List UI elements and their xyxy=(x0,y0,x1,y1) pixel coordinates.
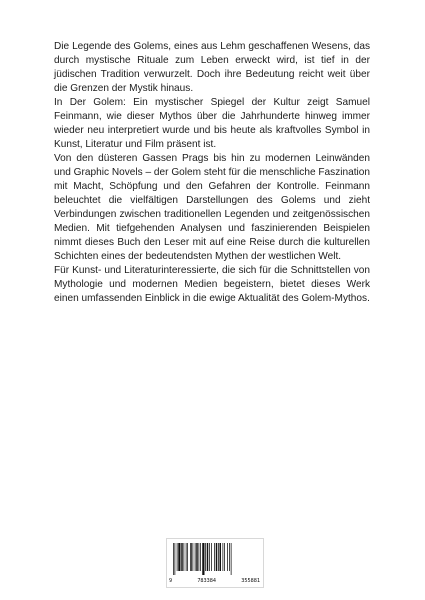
isbn-barcode xyxy=(166,538,264,588)
barcode-bars-icon xyxy=(173,543,259,575)
blurb-paragraph-body: Von den düsteren Gassen Prags bis hin zu modernen Leinwänden und Graphic Novels – der Golem steht für die menschliche Faszination mit Macht, Schöpfung und den Gefahren der Kontrolle. Feinmann beleuchtet die vielfältigen Darstellungen des Golems und zieht Verbindungen zwischen traditionellen Legenden und zeitgenössischen Medien. Mit tiefgehenden Analysen und faszinierenden Beispielen nimmt dieses Buch den Leser mit auf eine Reise durch die kulturellen Schichten eines der bedeutendsten Mythen der westlichen Welt. xyxy=(54,153,370,262)
barcode-digits xyxy=(167,578,263,584)
barcode-digits-right-group: 355881 xyxy=(241,578,260,584)
back-cover-blurb xyxy=(54,40,370,306)
barcode-digit-lead: 9 xyxy=(169,578,173,584)
barcode-digits-left-group: 783384 xyxy=(197,578,217,584)
blurb-paragraph-author: In Der Golem: Ein mystischer Spiegel der Kultur zeigt Samuel Feinmann, wie dieser Mythos über die Jahrhunderte hinweg immer wieder neu interpretiert wurde und bis heute als kraftvolles Symbol in Kunst, Literatur und Film präsent ist. xyxy=(54,97,370,150)
blurb-paragraph-closing: Für Kunst- und Literaturinteressierte, die sich für die Schnittstellen von Mythologie und modernen Medien begeistern, bietet dieses Werk einen umfassenden Einblick in die ewige Aktualität des Golem-Mythos. xyxy=(54,265,370,304)
blurb-paragraph-intro: Die Legende des Golems, eines aus Lehm geschaffenen Wesens, das durch mystische Rituale zum Leben erweckt wird, ist tief in der jüdischen Tradition verwurzelt. Doch ihre Bedeutung reicht weit über die Grenzen der Mystik hinaus. xyxy=(54,41,370,94)
